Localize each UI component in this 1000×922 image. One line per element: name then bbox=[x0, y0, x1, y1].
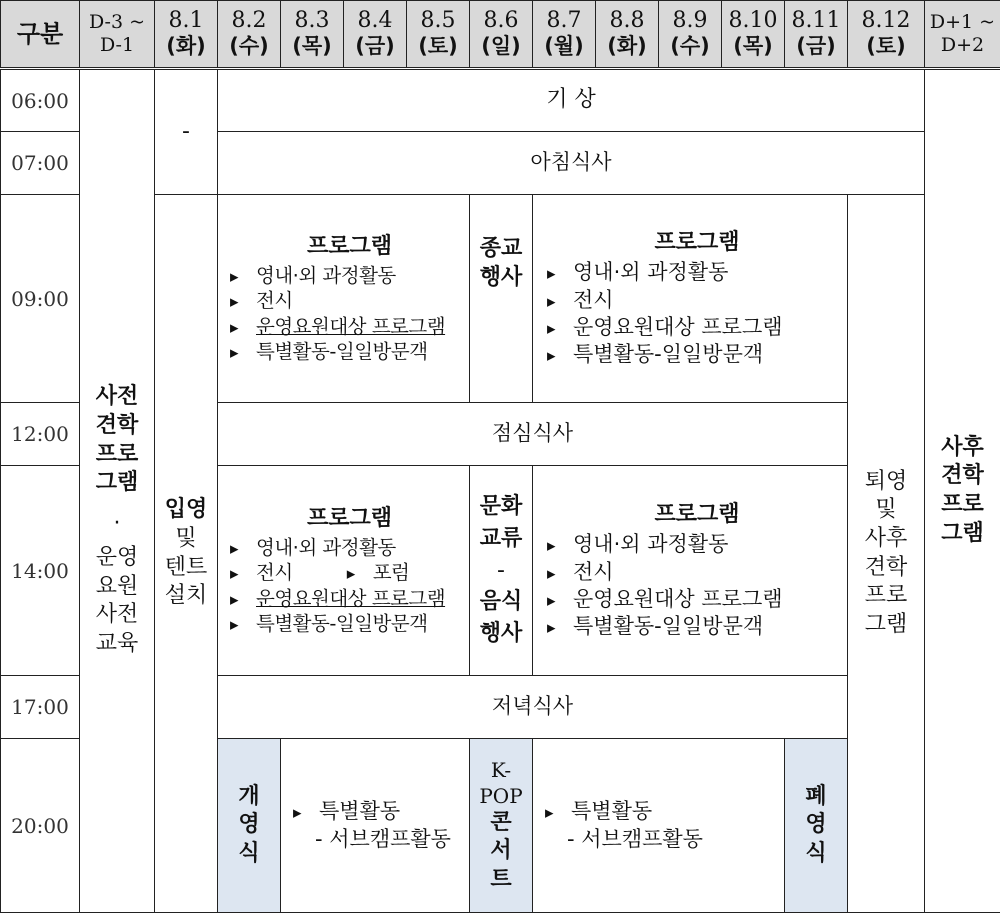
header-day: 8.8 (화) bbox=[596, 1, 659, 69]
opening-ceremony-cell: 개 영 식 bbox=[218, 739, 281, 913]
pre-title: 사전 견학 프로 그램 bbox=[95, 384, 139, 496]
header-day: 8.3 (목) bbox=[281, 1, 344, 69]
header-row bbox=[1, 1, 1000, 69]
header-day: 8.1 (화) bbox=[155, 1, 218, 69]
header-day: 8.9 (수) bbox=[659, 1, 722, 69]
time-label: 20:00 bbox=[1, 739, 80, 913]
header-pre-period: D-3 ~ D-1 bbox=[80, 1, 155, 69]
time-label: 09:00 bbox=[1, 195, 80, 403]
aug1-entry-cell: 입영 및 텐트 설치 bbox=[155, 195, 218, 913]
time-label: 17:00 bbox=[1, 676, 80, 739]
header-day: 8.11 (금) bbox=[785, 1, 848, 69]
header-day: 8.2 (수) bbox=[218, 1, 281, 69]
afternoon-program-left: 프로그램 ▸ 영내·외 과정활동 ▸ 전시▸ 포럼 ▸ 운영요원대상 프로그램 ▸ 특별활동-일일방문객 bbox=[218, 466, 470, 676]
religion-cell: 종교 행사 bbox=[470, 195, 533, 403]
evening-activity-left: ▸ 특별활동 - 서브캠프활동 bbox=[281, 739, 470, 913]
time-label: 14:00 bbox=[1, 466, 80, 676]
afternoon-program-right: 프로그램 ▸ 영내·외 과정활동 ▸ 전시 ▸ 운영요원대상 프로그램 ▸ 특별활동-일일방문객 bbox=[533, 466, 848, 676]
post-camp-cell: 사후 견학 프로 그램 bbox=[925, 69, 1000, 913]
header-day: 8.7 (월) bbox=[533, 1, 596, 69]
morning-program-right: 프로그램 ▸ 영내·외 과정활동 ▸ 전시 ▸ 운영요원대상 프로그램 ▸ 특별활동-일일방문객 bbox=[533, 195, 848, 403]
exit-cell: 퇴영 및 사후 견학 프로 그램 bbox=[848, 195, 925, 913]
time-label: 06:00 bbox=[1, 69, 80, 132]
dinner-cell: 저녁식사 bbox=[218, 676, 848, 739]
kpop-concert-cell: K- POP 콘 서 트 bbox=[470, 739, 533, 913]
forum-item: ▸ 포럼 bbox=[293, 561, 410, 584]
header-day: 8.5 (토) bbox=[407, 1, 470, 69]
time-label: 07:00 bbox=[1, 132, 80, 195]
morning-program-left: 프로그램 ▸ 영내·외 과정활동 ▸ 전시 ▸ 운영요원대상 프로그램 ▸ 특별활동-일일방문객 bbox=[218, 195, 470, 403]
header-day: 8.12 (토) bbox=[848, 1, 925, 69]
header-post-period: D+1 ~ D+2 bbox=[925, 1, 1000, 69]
header-day: 8.10 (목) bbox=[722, 1, 785, 69]
row-0600 bbox=[1, 69, 1000, 132]
time-label: 12:00 bbox=[1, 403, 80, 466]
pre-dot: · bbox=[113, 510, 121, 536]
closing-ceremony-cell: 폐 영 식 bbox=[785, 739, 848, 913]
header-day: 8.6 (일) bbox=[470, 1, 533, 69]
aug1-early-cell: - bbox=[155, 69, 218, 195]
header-category: 구분 bbox=[1, 1, 80, 69]
header-day: 8.4 (금) bbox=[344, 1, 407, 69]
culture-food-cell: 문화 교류 - 음식 행사 bbox=[470, 466, 533, 676]
wake-up-cell: 기 상 bbox=[218, 69, 925, 132]
breakfast-cell: 아침식사 bbox=[218, 132, 925, 195]
pre-camp-cell bbox=[80, 69, 155, 913]
evening-activity-right: ▸ 특별활동 - 서브캠프활동 bbox=[533, 739, 785, 913]
pre-sub: 운영 요원 사전 교육 bbox=[95, 545, 139, 657]
lunch-cell: 점심식사 bbox=[218, 403, 848, 466]
